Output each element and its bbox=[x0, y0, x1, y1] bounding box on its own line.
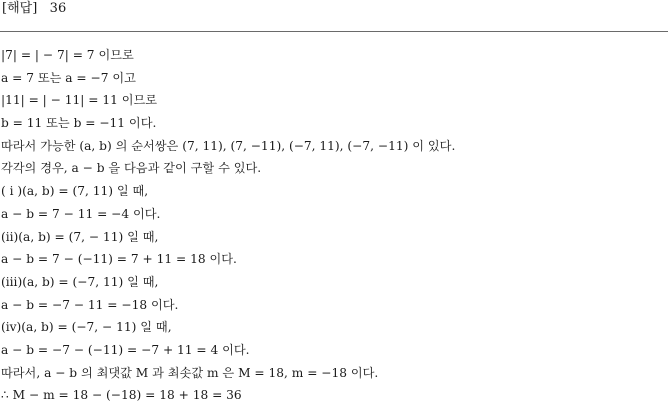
answer-number: 36 bbox=[49, 1, 67, 16]
solution-line: 각각의 경우, a − b 을 다음과 같이 구할 수 있다. bbox=[1, 161, 262, 176]
solution-line: a − b = −7 − 11 = −18 이다. bbox=[1, 297, 179, 312]
solution-line: a − b = 7 − (−11) = 7 + 11 = 18 이다. bbox=[1, 252, 237, 267]
solution-line: a − b = 7 − 11 = −4 이다. bbox=[1, 206, 161, 221]
solution-line: |11| = | − 11| = 11 이므로 bbox=[1, 93, 158, 108]
header-divider bbox=[0, 31, 668, 32]
solution-line: a = 7 또는 a = −7 이고 bbox=[1, 70, 136, 85]
solution-body bbox=[1, 46, 667, 409]
solution-line: 따라서, a − b 의 최댓값 M 과 최솟값 m 은 M = 18, m = −18 이다. bbox=[1, 365, 379, 380]
answer-label: [해답] bbox=[2, 1, 38, 16]
solution-line: 따라서 가능한 (a, b) 의 순서쌍은 (7, 11), (7, −11), (−7, 11), (−7, −11) 이 있다. bbox=[1, 138, 456, 153]
solution-line: (iv)(a, b) = (−7, − 11) 일 때, bbox=[1, 320, 172, 335]
solution-line: b = 11 또는 b = −11 이다. bbox=[1, 116, 157, 131]
solution-line: |7| = | − 7| = 7 이므로 bbox=[1, 48, 134, 62]
answer-header bbox=[2, 1, 66, 17]
solution-line: (ii)(a, b) = (7, − 11) 일 때, bbox=[1, 229, 159, 244]
solution-line: ∴ M − m = 18 − (−18) = 18 + 18 = 36 bbox=[1, 388, 242, 403]
solution-line: a − b = −7 − (−11) = −7 + 11 = 4 이다. bbox=[1, 342, 250, 357]
solution-line: ( i )(a, b) = (7, 11) 일 때, bbox=[1, 184, 149, 199]
solution-line: (iii)(a, b) = (−7, 11) 일 때, bbox=[1, 274, 159, 289]
